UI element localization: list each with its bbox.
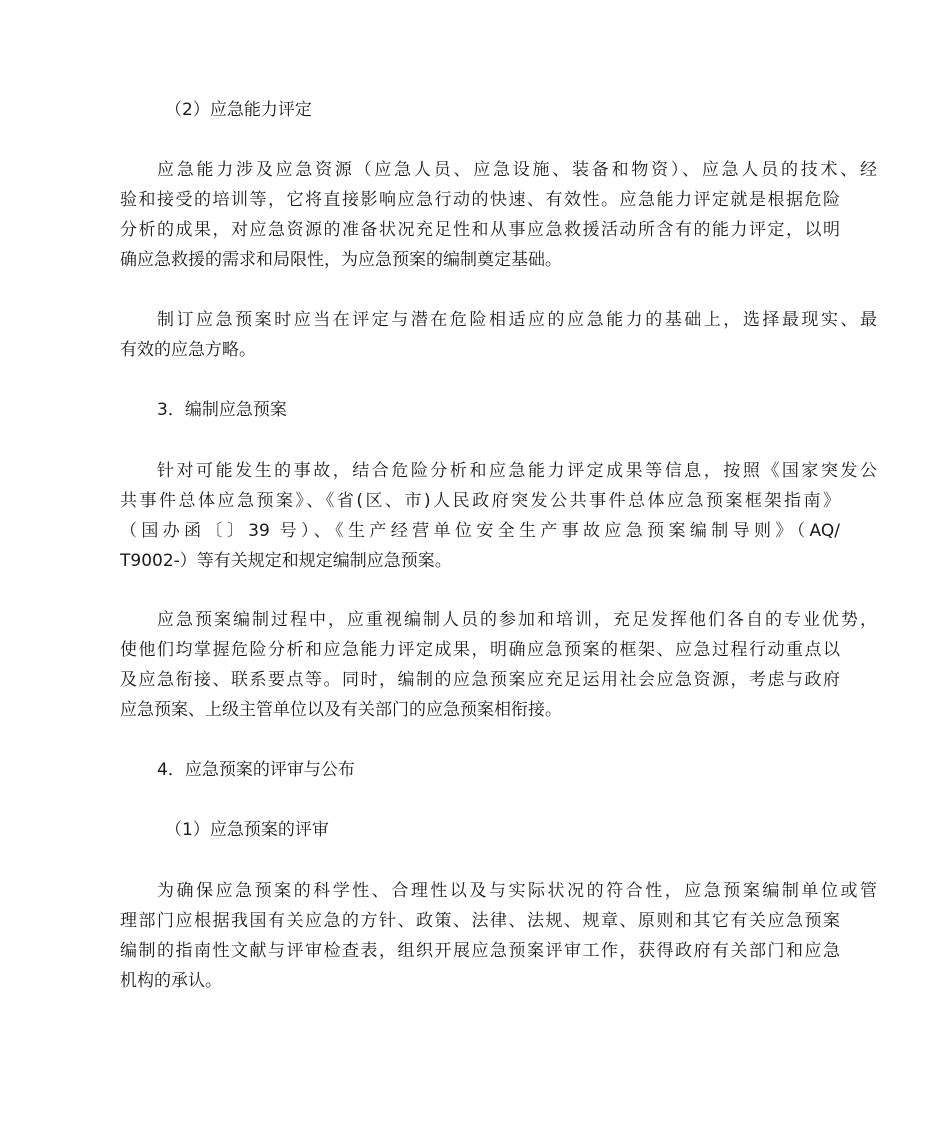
paragraph-line: 制订应急预案时应当在评定与潜在危险相适应的应急能力的基础上，选择最现实、最 bbox=[157, 310, 877, 330]
paragraph-line: T9002-）等有关规定和规定编制应急预案。 bbox=[120, 551, 452, 571]
section-heading: （1）应急预案的评审 bbox=[165, 820, 329, 840]
paragraph-line: 共事件总体应急预案》、《省(区、市)人民政府突发公共事件总体应急预案框架指南》 bbox=[120, 491, 840, 511]
paragraph-line: 应急预案编制过程中，应重视编制人员的参加和培训，充足发挥他们各自的专业优势， bbox=[157, 610, 877, 630]
paragraph-line: 为确保应急预案的科学性、合理性以及与实际状况的符合性，应急预案编制单位或管 bbox=[157, 881, 877, 901]
paragraph-line: 机构的承认。 bbox=[120, 971, 222, 991]
paragraph-line: 编制的指南性文献与评审检查表，组织开展应急预案评审工作，获得政府有关部门和应急 bbox=[120, 941, 840, 961]
paragraph-line: 应急能力涉及应急资源（应急人员、应急设施、装备和物资）、应急人员的技术、经 bbox=[157, 160, 877, 180]
paragraph-line: 使他们均掌握危险分析和应急能力评定成果，明确应急预案的框架、应急过程行动重点以 bbox=[120, 640, 840, 660]
paragraph-line: 应急预案、上级主管单位以及有关部门的应急预案相衔接。 bbox=[120, 700, 562, 720]
section-heading: 4．应急预案的评审与公布 bbox=[157, 760, 355, 780]
paragraph-line: （国办函〔〕39 号）、《生产经营单位安全生产事故应急预案编制导则》（AQ/ bbox=[120, 521, 840, 541]
paragraph-line: 分析的成果，对应急资源的准备状况充足性和从事应急救援活动所含有的能力评定，以明 bbox=[120, 220, 840, 240]
paragraph-line: 针对可能发生的事故，结合危险分析和应急能力评定成果等信息，按照《国家突发公 bbox=[157, 461, 877, 481]
section-heading: （2）应急能力评定 bbox=[165, 100, 312, 120]
paragraph-line: 确应急救援的需求和局限性，为应急预案的编制奠定基础。 bbox=[120, 250, 562, 270]
paragraph-line: 理部门应根据我国有关应急的方针、政策、法律、法规、规章、原则和其它有关应急预案 bbox=[120, 911, 840, 931]
paragraph-line: 有效的应急方略。 bbox=[120, 340, 256, 360]
section-heading: 3．编制应急预案 bbox=[157, 400, 287, 420]
paragraph-line: 及应急衔接、联系要点等。同时，编制的应急预案应充足运用社会应急资源，考虑与政府 bbox=[120, 670, 840, 690]
paragraph-line: 验和接受的培训等，它将直接影响应急行动的快速、有效性。应急能力评定就是根据危险 bbox=[120, 190, 840, 210]
